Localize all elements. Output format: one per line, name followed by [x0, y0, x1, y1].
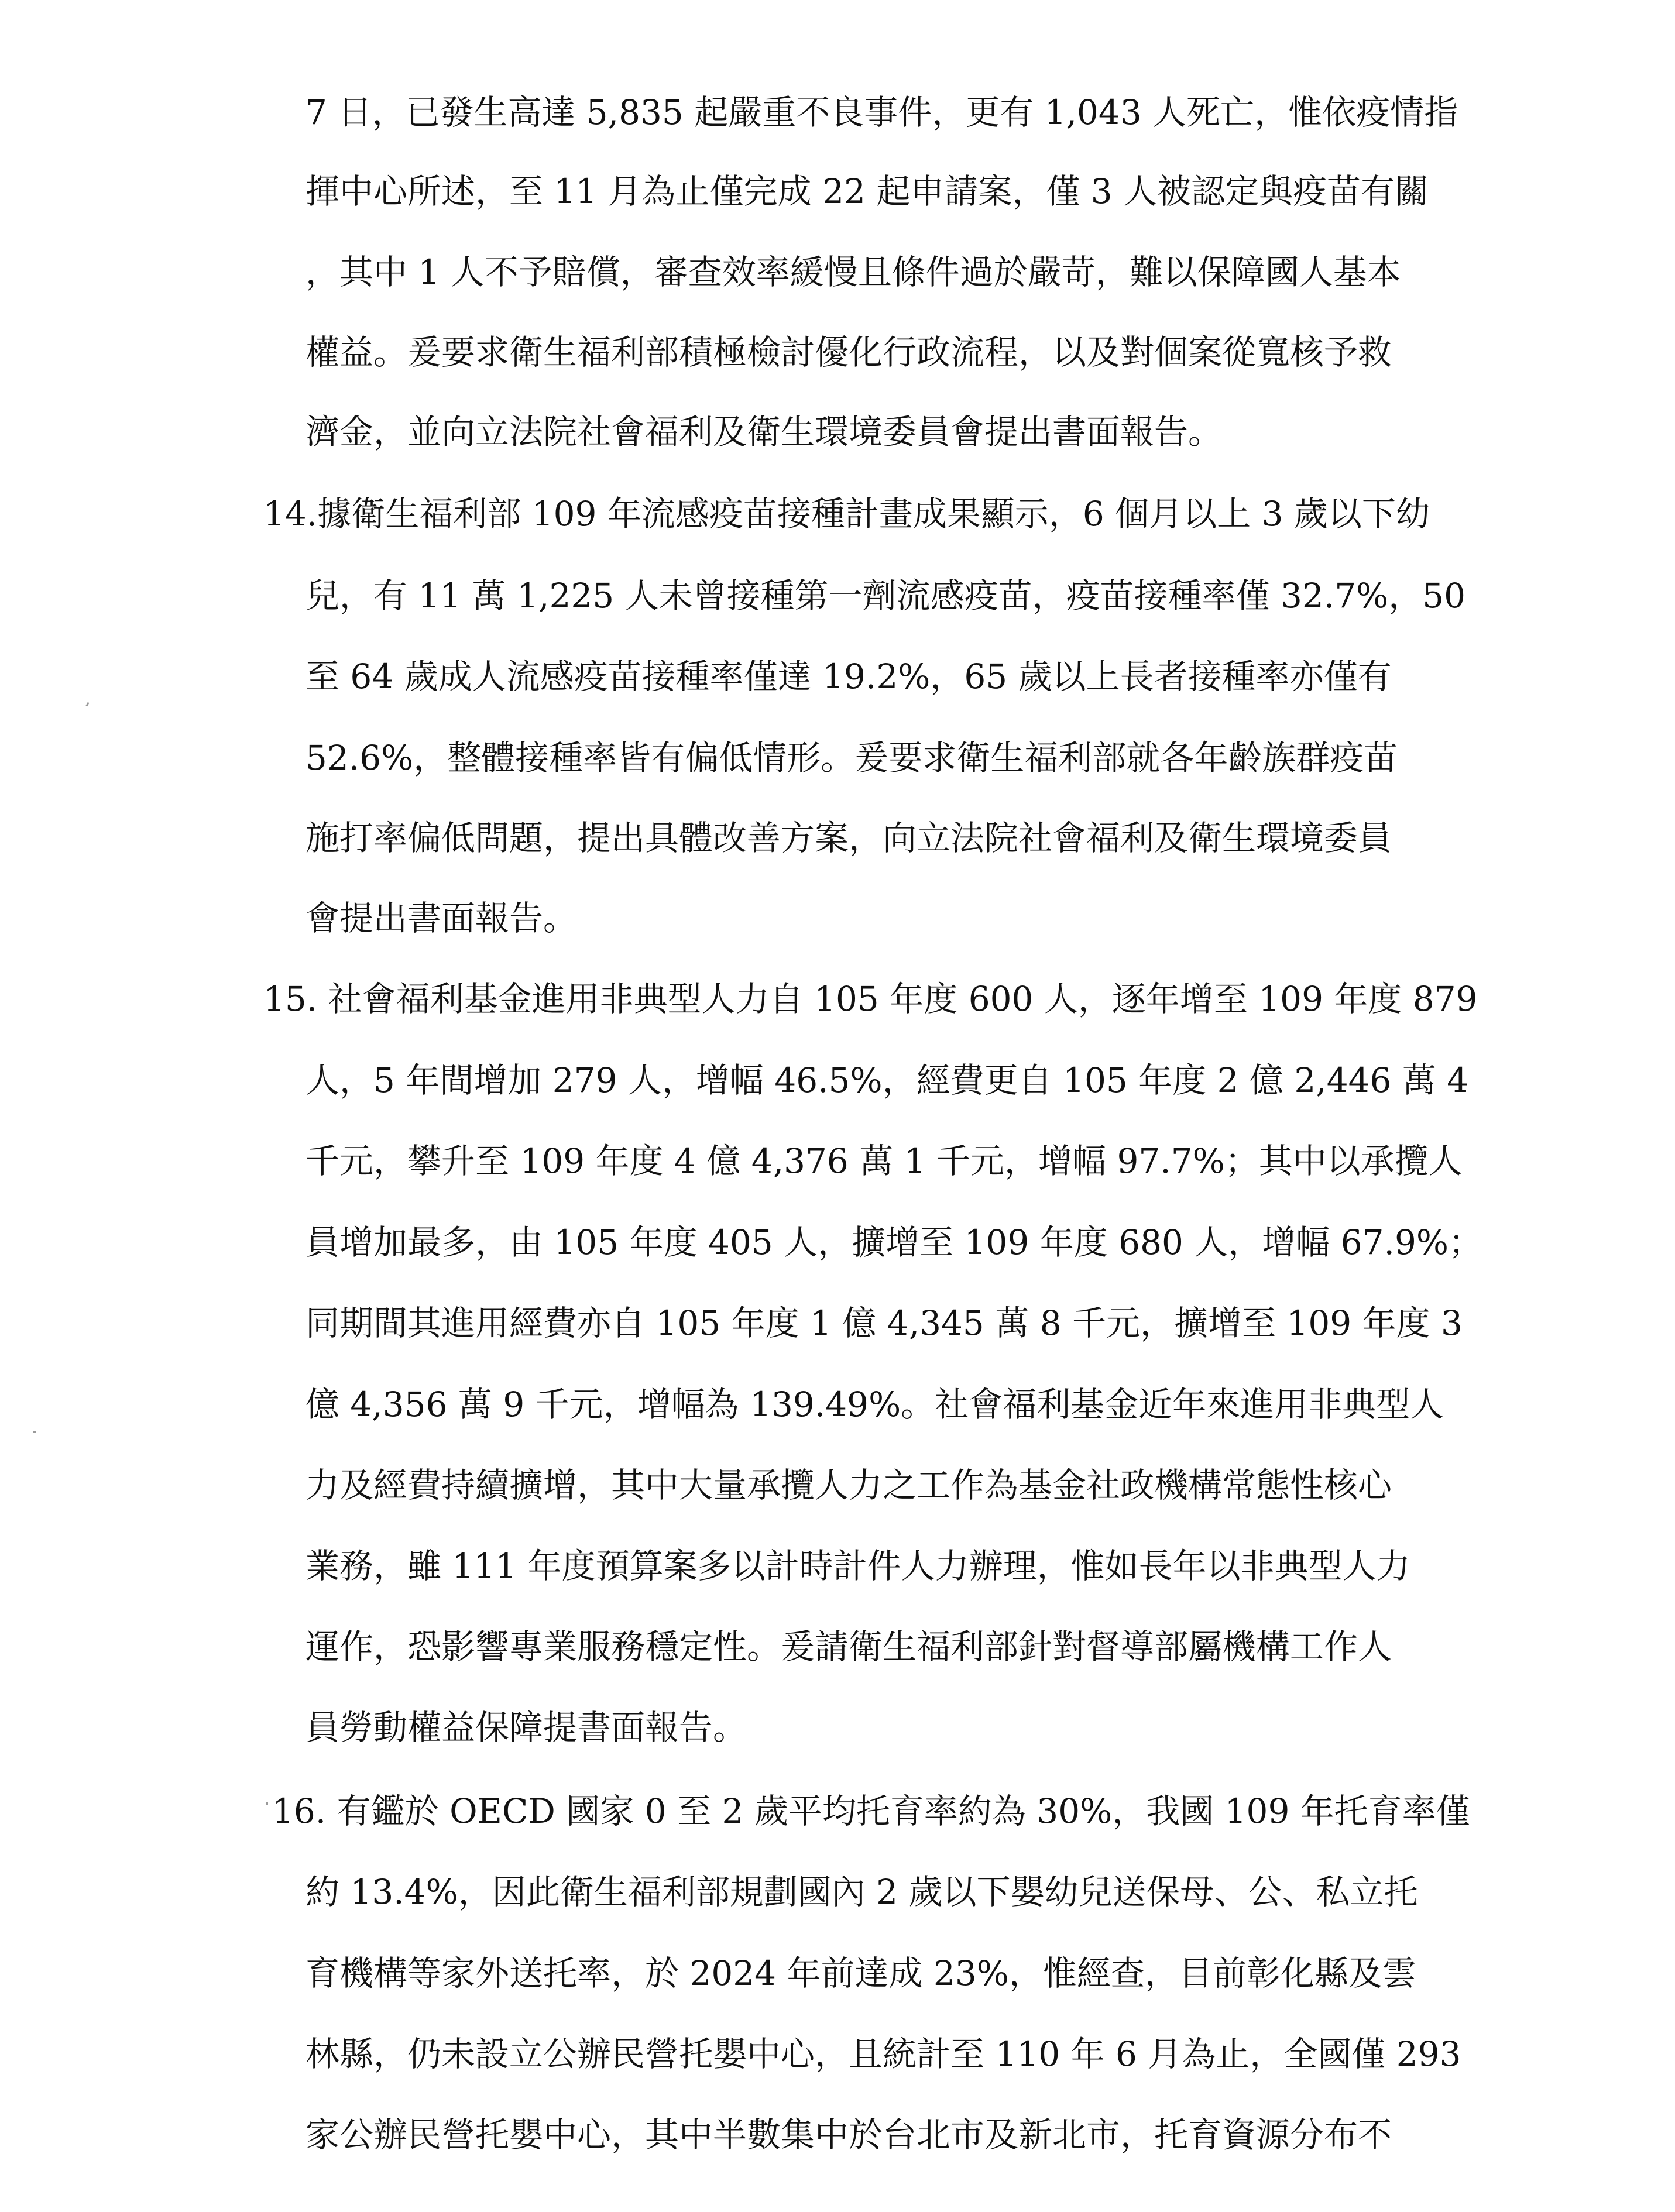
scan-mark	[266, 1802, 268, 1805]
text-line: 同期間其進用經費亦自 105 年度 1 億 4,345 萬 8 千元，擴增至 109 年度 3	[306, 1303, 1463, 1343]
text-line: 兒，有 11 萬 1,225 人未曾接種第一劑流感疫苗，疫苗接種率僅 32.7%，50	[306, 576, 1466, 616]
text-line: 林縣，仍未設立公辦民營托嬰中心，且統計至 110 年 6 月為止，全國僅 293	[306, 2034, 1461, 2074]
text-line: 權益。爰要求衛生福利部積極檢討優化行政流程，以及對個案從寬核予救	[306, 332, 1392, 372]
text-line: 員勞動權益保障提書面報告。	[306, 1708, 747, 1747]
text-line: 人，5 年間增加 279 人，增幅 46.5%，經費更自 105 年度 2 億 2,446 萬 4	[306, 1060, 1469, 1100]
text-line: ，其中 1 人不予賠償，審查效率緩慢且條件過於嚴苛，難以保障國人基本	[306, 252, 1401, 292]
text-line: 15. 社會福利基金進用非典型人力自 105 年度 600 人，逐年增至 109 年度 879	[263, 979, 1478, 1019]
text-line: 千元，攀升至 109 年度 4 億 4,376 萬 1 千元，增幅 97.7%；其中以承攬人	[306, 1141, 1463, 1181]
text-line: 至 64 歲成人流感疫苗接種率僅達 19.2%，65 歲以上長者接種率亦僅有	[306, 657, 1392, 696]
text-line: 濟金，並向立法院社會福利及衛生環境委員會提出書面報告。	[306, 412, 1223, 452]
text-line: 力及經費持續擴增，其中大量承攬人力之工作為基金社政機構常態性核心	[306, 1465, 1392, 1505]
text-line: 約 13.4%，因此衛生福利部規劃國內 2 歲以下嬰幼兒送保母、公、私立托	[306, 1872, 1418, 1912]
text-line: 14.據衛生福利部 109 年流感疫苗接種計畫成果顯示，6 個月以上 3 歲以下幼	[263, 494, 1430, 534]
text-line: 家公辦民營托嬰中心，其中半數集中於台北市及新北市，托育資源分布不	[306, 2115, 1392, 2155]
text-line: 7 日，已發生高達 5,835 起嚴重不良事件，更有 1,043 人死亡，惟依疫情指	[306, 92, 1458, 132]
text-line: 育機構等家外送托率，於 2024 年前達成 23%，惟經查，目前彰化縣及雲	[306, 1953, 1416, 1993]
text-line: 會提出書面報告。	[306, 898, 578, 938]
text-line: 億 4,356 萬 9 千元，增幅為 139.49%。社會福利基金近年來進用非典型人	[306, 1385, 1444, 1424]
text-line: 業務，雖 111 年度預算案多以計時計件人力辦理，惟如長年以非典型人力	[306, 1546, 1410, 1586]
text-line: 揮中心所述，至 11 月為止僅完成 22 起申請案，僅 3 人被認定與疫苗有關	[306, 171, 1429, 211]
text-line: 運作，恐影響專業服務穩定性。爰請衛生福利部針對督導部屬機構工作人	[306, 1627, 1392, 1667]
text-line: 施打率偏低問題，提出具體改善方案，向立法院社會福利及衛生環境委員	[306, 818, 1392, 858]
scan-mark	[85, 702, 89, 707]
text-line: 52.6%，整體接種率皆有偏低情形。爰要求衛生福利部就各年齡族群疫苗	[306, 738, 1398, 778]
text-line: 員增加最多，由 105 年度 405 人，擴增至 109 年度 680 人，增幅 67.9%；	[306, 1222, 1482, 1262]
text-line: 16. 有鑑於 OECD 國家 0 至 2 歲平均托育率約為 30%，我國 109 年托育率僅	[272, 1791, 1470, 1831]
scan-mark	[33, 1431, 36, 1433]
